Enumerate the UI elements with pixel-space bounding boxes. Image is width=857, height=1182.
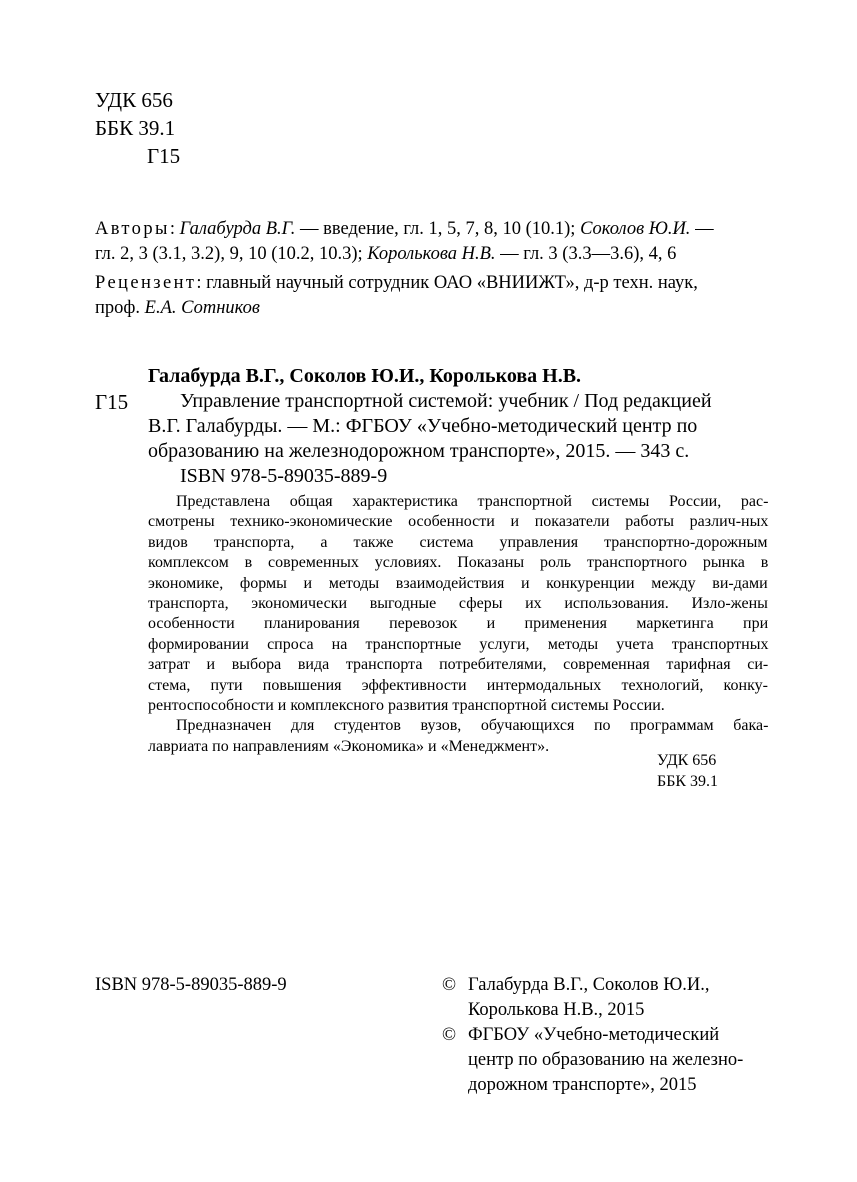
- copyright-symbol: ©: [442, 975, 457, 995]
- author-korolkova-chapters: — гл. 3 (3.3—3.6), 4, 6: [495, 244, 677, 264]
- abstract-line: смотрены технико-экономические особенности и показатели работы различ-ных: [148, 513, 769, 531]
- abstract-line: экономике, формы и методы взаимодействия и конкуренции между ви-дами: [148, 574, 768, 592]
- author-korolkova: Королькова Н.В.: [367, 244, 496, 264]
- book-authors: Галабурда В.Г., Соколов Ю.И., Королькова Н.В.: [148, 365, 582, 387]
- authors-line-2: [95, 242, 770, 267]
- author-sokolov-chapters: гл. 2, 3 (3.1, 3.2), 9, 10 (10.2, 10.3);: [95, 244, 368, 264]
- authors-label: Авторы: [95, 219, 170, 239]
- udk-code: УДК 656: [657, 752, 717, 769]
- book-author-mark: Г15: [95, 390, 129, 414]
- udk-code: УДК 656: [95, 88, 173, 112]
- abstract-line: особенности планирования перевозок и применения маркетинга при: [148, 615, 769, 633]
- copyright-block: [442, 973, 743, 1098]
- copyright-symbol: ©: [442, 1025, 457, 1045]
- reviewer-position: главный научный сотрудник ОАО «ВНИИЖТ», д-р техн. наук,: [206, 273, 698, 293]
- author-mark: Г15: [147, 144, 181, 168]
- abstract-line: комплексом в современных условиях. Показаны роль транспортного рынка в: [148, 554, 769, 572]
- abstract-line: стема, пути повышения эффективности интермодальных технологий, конку-: [148, 676, 768, 694]
- audience-line: лавриата по направлениям «Экономика» и «Менеджмент».: [148, 737, 550, 755]
- bibliographic-record: [148, 364, 778, 489]
- bbk-code: ББК 39.1: [95, 116, 176, 140]
- authors-line-1: Авторы: Галабурда В.Г. — введение, гл. 1, 5, 7, 8, 10 (10.1); Соколов Ю.И. —: [95, 219, 714, 239]
- author-sokolov: Соколов Ю.И.: [580, 219, 691, 239]
- copyright-publisher: [442, 1023, 743, 1048]
- book-isbn: ISBN 978-5-89035-889-9: [180, 465, 388, 487]
- abstract-line: транспорта, экономически выгодные сферы их использования. Изло-жены: [148, 594, 768, 612]
- authors-credits: [95, 217, 770, 267]
- copyright-text: Королькова Н.В., 2015: [468, 1000, 645, 1020]
- copyright-text: дорожном транспорте», 2015: [468, 1075, 697, 1095]
- reviewer-label: Рецензент: [95, 273, 197, 293]
- copyright-authors: [442, 973, 743, 998]
- copyright-text: центр по образованию на железно-: [468, 1050, 744, 1070]
- reviewer-name: Е.А. Сотников: [144, 298, 260, 318]
- author-galaburda: Галабурда В.Г.: [179, 219, 296, 239]
- classification-header: [95, 86, 180, 170]
- footer-isbn: ISBN 978-5-89035-889-9: [95, 975, 287, 995]
- book-title-line-3: образованию на железнодорожном транспорте», 2015. — 343 с.: [148, 440, 690, 462]
- copyright-text: Галабурда В.Г., Соколов Ю.И.,: [468, 975, 710, 995]
- reviewer-title: проф.: [95, 298, 145, 318]
- book-title-line-1: Управление транспортной системой: учебник / Под редакцией: [180, 390, 712, 412]
- book-abstract: [148, 492, 768, 757]
- abstract-line: рентоспособности и комплексного развития транспортной системы России.: [148, 696, 665, 714]
- author-galaburda-chapters: — введение, гл. 1, 5, 7, 8, 10 (10.1);: [295, 219, 581, 239]
- copyright-text: ФГБОУ «Учебно-методический: [468, 1025, 720, 1045]
- abstract-line: затрат и выбора вида транспорта потребителями, современная тарифная си-: [148, 656, 769, 674]
- abstract-line: видов транспорта, а также система управления транспортно-дорожным: [148, 533, 768, 551]
- abstract-line: Представлена общая характеристика транспортной системы России, рас-: [176, 493, 769, 510]
- abstract-line: формировании спроса на транспортные услуги, методы учета транспортных: [148, 635, 769, 653]
- reviewer-credits: [95, 271, 770, 321]
- reviewer-line-2: [95, 296, 770, 321]
- classification-codes: [657, 750, 718, 792]
- audience-line: Предназначен для студентов вузов, обучающихся по программам бака-: [176, 717, 769, 735]
- author-sokolov-dash: —: [690, 219, 714, 239]
- reviewer-line-1: Рецензент: главный научный сотрудник ОАО «ВНИИЖТ», д-р техн. наук,: [95, 273, 698, 293]
- book-title-line-2: В.Г. Галабурды. — М.: ФГБОУ «Учебно-методический центр по: [148, 415, 698, 437]
- bbk-code: ББК 39.1: [657, 773, 719, 790]
